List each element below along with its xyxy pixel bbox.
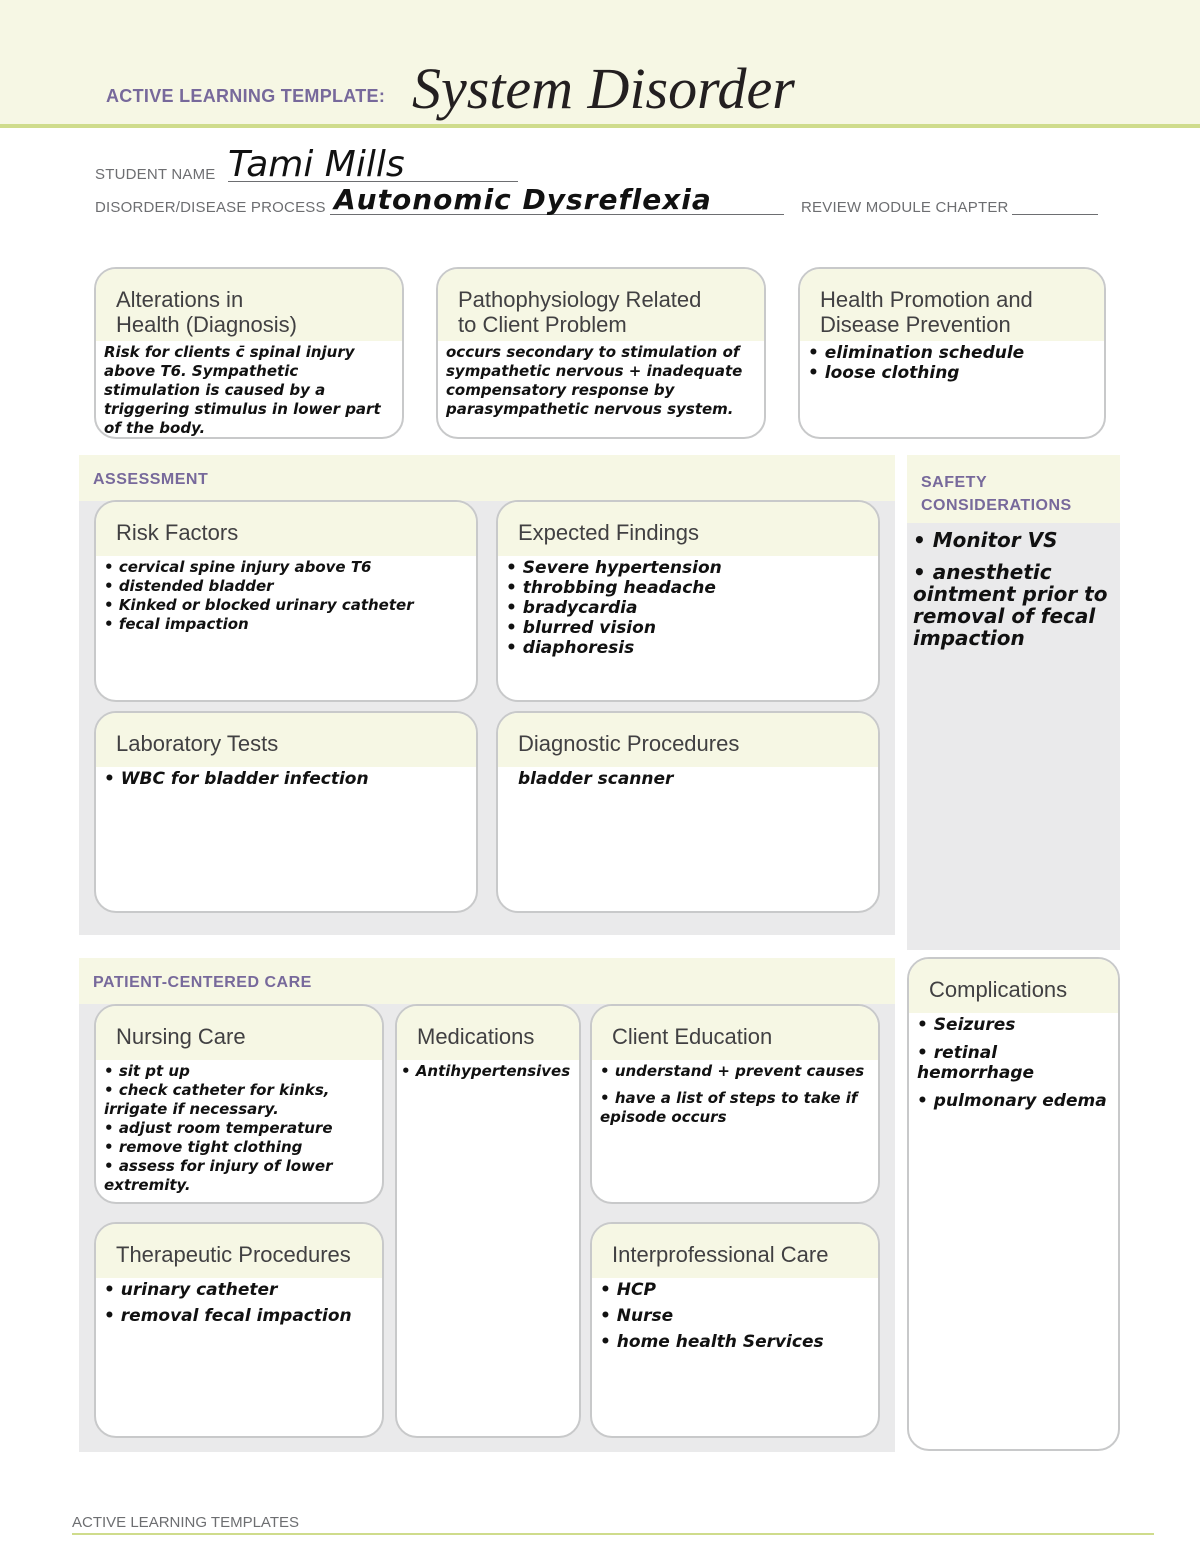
- list-item: • assess for injury of lower extremity.: [104, 1157, 376, 1195]
- client-education-body[interactable]: [592, 1060, 878, 1127]
- list-item: • bradycardia: [506, 598, 872, 618]
- expected-findings-body[interactable]: [498, 556, 878, 658]
- laboratory-tests-box: [94, 711, 478, 913]
- disorder-value[interactable]: Autonomic Dysreflexia: [334, 183, 712, 216]
- safety-label-line1: SAFETY: [921, 474, 988, 491]
- pathophysiology-body[interactable]: [438, 341, 764, 419]
- alterations-title-line1: Alterations in: [116, 287, 244, 312]
- assessment-label: ASSESSMENT: [93, 471, 209, 488]
- medications-body[interactable]: [397, 1060, 579, 1081]
- therapeutic-procedures-body[interactable]: [96, 1278, 382, 1326]
- list-item: • cervical spine injury above T6: [104, 558, 470, 577]
- risk-factors-box: [94, 500, 478, 702]
- assessment-header: [79, 455, 895, 501]
- review-module-label: REVIEW MODULE CHAPTER: [801, 199, 1009, 216]
- interprofessional-care-title: Interprofessional Care: [612, 1242, 829, 1267]
- laboratory-tests-header: [96, 713, 476, 767]
- alterations-header: [96, 269, 402, 341]
- patient-centered-care-header: [79, 958, 895, 1004]
- medications-title: Medications: [417, 1024, 535, 1049]
- footer-divider: [72, 1533, 1154, 1535]
- student-name-label: STUDENT NAME: [95, 166, 216, 183]
- nursing-care-title: Nursing Care: [116, 1024, 246, 1049]
- safety-label: [921, 471, 1072, 517]
- therapeutic-procedures-header: [96, 1224, 382, 1278]
- medications-header: [397, 1006, 579, 1060]
- nursing-care-header: [96, 1006, 382, 1060]
- disorder-label: DISORDER/DISEASE PROCESS: [95, 199, 326, 216]
- safety-label-line2: CONSIDERATIONS: [921, 497, 1072, 514]
- list-item: • check catheter for kinks, irrigate if necessary.: [104, 1081, 376, 1119]
- safety-item: • Monitor VS: [913, 528, 1058, 552]
- list-item: • Severe hypertension: [506, 558, 872, 578]
- pathophysiology-box: [436, 267, 766, 439]
- health-promotion-body[interactable]: [800, 341, 1104, 383]
- diagnostic-procedures-header: [498, 713, 878, 767]
- list-item: • retinal hemorrhage: [917, 1043, 1112, 1083]
- list-item: • blurred vision: [506, 618, 872, 638]
- health-promotion-title-line2: Disease Prevention: [820, 312, 1011, 337]
- list-item: • have a list of steps to take if episode occurs: [600, 1089, 872, 1127]
- list-item: • fecal impaction: [104, 615, 470, 634]
- pathophysiology-title-line2: to Client Problem: [458, 312, 627, 337]
- interprofessional-care-header: [592, 1224, 878, 1278]
- complications-body[interactable]: [909, 1013, 1118, 1111]
- health-promotion-box: [798, 267, 1106, 439]
- pathophysiology-text: occurs secondary to stimulation of sympathetic nervous + inadequate compensatory response by parasympathetic nervous system.: [446, 343, 743, 418]
- list-item: • elimination schedule: [808, 343, 1098, 363]
- list-item: • home health Services: [600, 1332, 872, 1352]
- list-item: • Seizures: [917, 1015, 1112, 1035]
- nursing-care-body[interactable]: [96, 1060, 382, 1195]
- list-item: • remove tight clothing: [104, 1138, 376, 1157]
- expected-findings-title: Expected Findings: [518, 520, 699, 545]
- template-label: ACTIVE LEARNING TEMPLATE:: [106, 86, 386, 106]
- nursing-care-box: [94, 1004, 384, 1204]
- list-item: • HCP: [600, 1280, 872, 1300]
- pathophysiology-header: [438, 269, 764, 341]
- list-item: • Kinked or blocked urinary catheter: [104, 596, 470, 615]
- medications-box: [395, 1004, 581, 1438]
- safety-notes[interactable]: [913, 529, 1118, 659]
- laboratory-tests-body[interactable]: [96, 767, 476, 789]
- client-education-title: Client Education: [612, 1024, 773, 1049]
- review-module-line[interactable]: [1012, 214, 1098, 215]
- laboratory-tests-title: Laboratory Tests: [116, 731, 279, 756]
- list-item: • adjust room temperature: [104, 1119, 376, 1138]
- alterations-box: [94, 267, 404, 439]
- header-divider: [0, 124, 1200, 128]
- complications-title: Complications: [929, 977, 1068, 1002]
- therapeutic-procedures-title: Therapeutic Procedures: [116, 1242, 351, 1267]
- diagnostic-procedures-body[interactable]: [498, 767, 878, 789]
- list-item: • diaphoresis: [506, 638, 872, 658]
- risk-factors-title: Risk Factors: [116, 520, 239, 545]
- expected-findings-header: [498, 502, 878, 556]
- list-item: • urinary catheter: [104, 1280, 376, 1300]
- safety-section: [907, 455, 1120, 950]
- risk-factors-body[interactable]: [96, 556, 476, 634]
- safety-item: • anesthetic ointment prior to removal of fecal impaction: [913, 560, 1108, 650]
- list-item: • Nurse: [600, 1306, 872, 1326]
- patient-centered-care-label: PATIENT-CENTERED CARE: [93, 974, 312, 991]
- student-name-value[interactable]: Tami Mills: [228, 144, 405, 185]
- list-item: • WBC for bladder infection: [104, 769, 470, 789]
- diagnostic-procedures-title: Diagnostic Procedures: [518, 731, 740, 756]
- pathophysiology-title-line1: Pathophysiology Related: [458, 287, 702, 312]
- safety-header: [907, 455, 1120, 523]
- diagnostic-procedures-box: [496, 711, 880, 913]
- list-item: • sit pt up: [104, 1062, 376, 1081]
- health-promotion-header: [800, 269, 1104, 341]
- client-education-header: [592, 1006, 878, 1060]
- risk-factors-header: [96, 502, 476, 556]
- list-item: • loose clothing: [808, 363, 1098, 383]
- list-item: • understand + prevent causes: [600, 1062, 872, 1081]
- alterations-title-line2: Health (Diagnosis): [116, 312, 297, 337]
- complications-header: [909, 959, 1118, 1013]
- client-education-box: [590, 1004, 880, 1204]
- alterations-text: Risk for clients c̄ spinal injury above T6. Sympathetic stimulation is caused by a triggering stimulus in lower part of the body.: [104, 343, 381, 437]
- template-title: System Disorder: [412, 56, 795, 121]
- complications-box: [907, 957, 1120, 1451]
- list-item: • throbbing headache: [506, 578, 872, 598]
- list-item: • Antihypertensives: [401, 1062, 573, 1081]
- expected-findings-box: [496, 500, 880, 702]
- list-item: • removal fecal impaction: [104, 1306, 376, 1326]
- alterations-body[interactable]: [96, 341, 402, 438]
- interprofessional-care-box: [590, 1222, 880, 1438]
- footer-label: ACTIVE LEARNING TEMPLATES: [72, 1514, 299, 1531]
- list-item: • distended bladder: [104, 577, 470, 596]
- health-promotion-title-line1: Health Promotion and: [820, 287, 1033, 312]
- list-item: • pulmonary edema: [917, 1091, 1112, 1111]
- interprofessional-care-body[interactable]: [592, 1278, 878, 1352]
- therapeutic-procedures-box: [94, 1222, 384, 1438]
- diagnostic-procedures-text: bladder scanner: [518, 769, 674, 789]
